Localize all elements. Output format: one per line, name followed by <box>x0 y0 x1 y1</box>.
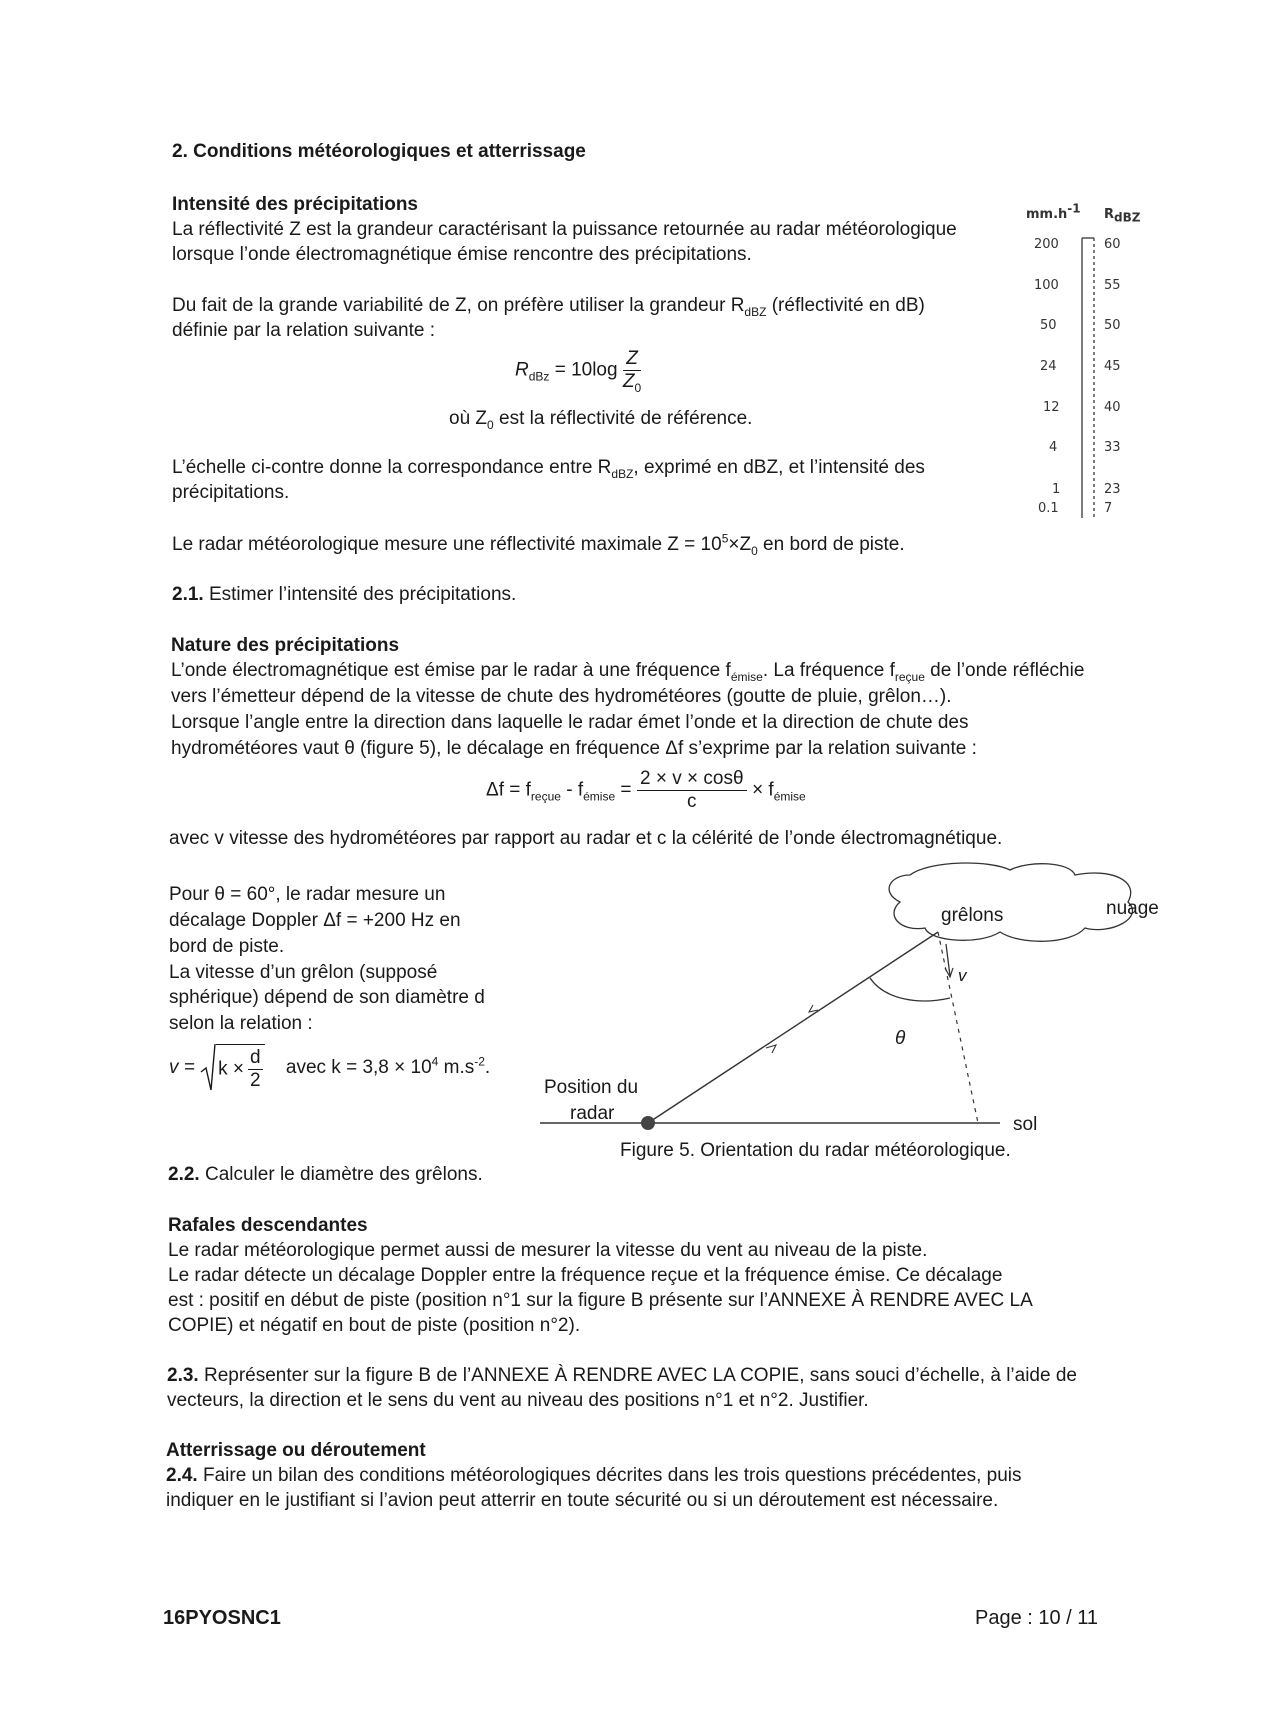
scale-right-value: 60 <box>1104 237 1121 252</box>
nature-line5: avec v vitesse des hydrométéores par rapport au radar et c la célérité de l’onde électromagnétique. <box>169 828 1003 849</box>
scale-bar <box>1070 228 1100 524</box>
intensity-p2-line2: définie par la relation suivante : <box>172 320 435 341</box>
question-2-3-line1: 2.3. Représenter sur la figure B de l’ANNEXE À RENDRE AVEC LA COPIE, sans souci d’échelle, à l’aide de <box>167 1365 1077 1386</box>
intensity-title: Intensité des précipitations <box>172 194 418 215</box>
scale-right-value: 23 <box>1104 482 1121 497</box>
nature-line2: vers l’émetteur dépend de la vitesse de chute des hydrométéores (goutte de pluie, grêlon…). <box>171 686 952 707</box>
radar-position-label: Position du <box>544 1077 639 1098</box>
doppler-line2: décalage Doppler Δf = +200 Hz en <box>169 910 461 931</box>
scale-right-value: 7 <box>1104 501 1113 516</box>
scale-left-value: 1 <box>1052 482 1061 497</box>
cloud-shape <box>889 863 1132 941</box>
doppler-line6: selon la relation : <box>169 1013 313 1034</box>
footer-code: 16PYOSNC1 <box>163 1607 281 1629</box>
rafales-line4: COPIE) et négatif en bout de piste (position n°2). <box>168 1315 581 1336</box>
radar-point <box>641 1116 655 1130</box>
formula-note: où $Z_0$ est la réflectivité de référence. <box>449 408 753 432</box>
footer-page: Page : 10 / 11 <box>975 1607 1099 1629</box>
theta-label: θ <box>895 1028 906 1049</box>
atterrissage-title: Atterrissage ou déroutement <box>166 1440 426 1461</box>
scale-left-value: 4 <box>1049 440 1058 455</box>
section-title: 2. Conditions météorologiques et atterrissage <box>172 141 586 162</box>
question-2-2: 2.2. Calculer le diamètre des grêlons. <box>168 1164 483 1185</box>
scale-left-value: 100 <box>1034 278 1059 293</box>
nature-line3: Lorsque l’angle entre la direction dans laquelle le radar émet l’onde et la direction de chute des <box>171 712 969 733</box>
fall-direction <box>938 932 978 1123</box>
scale-right-value: 55 <box>1104 278 1121 293</box>
intensity-p3-line1: L’échelle ci-contre donne la correspondance entre $R_{dBZ}$, exprimé en dBZ, et l’intensité des <box>172 457 925 481</box>
scale-left-value: 0.1 <box>1038 501 1059 516</box>
scale-right-value: 33 <box>1104 440 1121 455</box>
sol-label: sol <box>1013 1114 1038 1135</box>
nature-line1: L’onde électromagnétique est émise par le radar à une fréquence $f_{émise}$. La fréquence $f_{reçue}$ de l’onde réfléchie <box>171 660 1085 684</box>
doppler-line3: bord de piste. <box>169 936 285 957</box>
question-2-1: 2.1. Estimer l’intensité des précipitations. <box>172 584 517 605</box>
doppler-line4: La vitesse d’un grêlon (supposé <box>169 962 438 983</box>
scale-left-value: 12 <box>1043 400 1060 415</box>
scale-left-value: 50 <box>1040 318 1057 333</box>
radar-label: radar <box>570 1103 615 1124</box>
rafales-line3: est : positif en début de piste (position n°1 sur la figure B présente sur l’ANNEXE À RENDRE AVEC LA <box>168 1290 1033 1311</box>
scale-left-value: 200 <box>1034 237 1059 252</box>
velocity-label: v <box>958 966 967 985</box>
rafales-line2: Le radar détecte un décalage Doppler entre la fréquence reçue et la fréquence émise. Ce décalage <box>168 1265 1003 1286</box>
beam-arrow <box>766 1045 776 1053</box>
question-2-4-line2: indiquer en le justifiant si l’avion peut atterrir en toute sécurité ou si un déroutement est nécessaire. <box>166 1490 999 1511</box>
doppler-line5: sphérique) dépend de son diamètre d <box>169 987 485 1008</box>
rdbz-formula: $R_{dBz} = 10\log$ $\frac{Z}{Z_0}$ <box>515 348 642 395</box>
intensity-p3-line2: précipitations. <box>172 482 290 503</box>
scale-left-header: $mm.h^{-1}$ <box>1026 201 1081 222</box>
intensity-p1-line2: lorsque l’onde électromagnétique émise rencontre des précipitations. <box>172 244 752 265</box>
question-2-3-line2: vecteurs, la direction et le sens du vent au niveau des positions n°1 et n°2. Justifier. <box>167 1390 869 1411</box>
scale-right-value: 50 <box>1104 318 1121 333</box>
question-2-4-line1: 2.4. Faire un bilan des conditions météorologiques décrites dans les trois questions précédentes, puis <box>166 1465 1022 1486</box>
nuage-label: nuage <box>1106 898 1159 919</box>
scale-right-value: 40 <box>1104 400 1121 415</box>
sqrt-symbol <box>200 1042 216 1094</box>
grelons-label: grêlons <box>941 905 1004 926</box>
scale-left-value: 24 <box>1040 359 1057 374</box>
doppler-formula: $\Delta f = f_{reçue} - f_{émise}$ = $\frac{2 \times v \times \cos\theta}{c}$ × $f_{émise}$ <box>486 768 806 812</box>
theta-arc <box>870 978 950 1001</box>
doppler-line1: Pour θ = 60°, le radar mesure un <box>169 884 446 905</box>
nature-title: Nature des précipitations <box>171 635 400 656</box>
nature-line4: hydrométéores vaut θ (figure 5), le décalage en fréquence Δf s’exprime par la relation suivante : <box>171 738 977 759</box>
intensity-p2-line1: Du fait de la grande variabilité de Z, on préfère utiliser la grandeur $R_{dBZ}$ (réflectivité en dB) <box>172 295 925 319</box>
intensity-p4: Le radar météorologique mesure une réflectivité maximale $Z = 10^5\times Z_0$ en bord de piste. <box>172 531 905 558</box>
scale-right-header: $R_{dBZ}$ <box>1104 207 1141 225</box>
velocity-formula: v = k × $\frac{d}{2}$ avec $k = 3,8 \times 10^4$ $m.s^{-2}$. <box>169 1042 490 1094</box>
figure-5-caption: Figure 5. Orientation du radar météorologique. <box>620 1140 1011 1161</box>
beam-arrow <box>809 1005 818 1012</box>
intensity-p1-line1: La réflectivité Z est la grandeur caractérisant la puissance retournée au radar météorologique <box>172 219 957 240</box>
rafales-line1: Le radar météorologique permet aussi de mesurer la vitesse du vent au niveau de la piste. <box>168 1240 928 1261</box>
rafales-title: Rafales descendantes <box>168 1215 368 1236</box>
scale-right-value: 45 <box>1104 359 1121 374</box>
